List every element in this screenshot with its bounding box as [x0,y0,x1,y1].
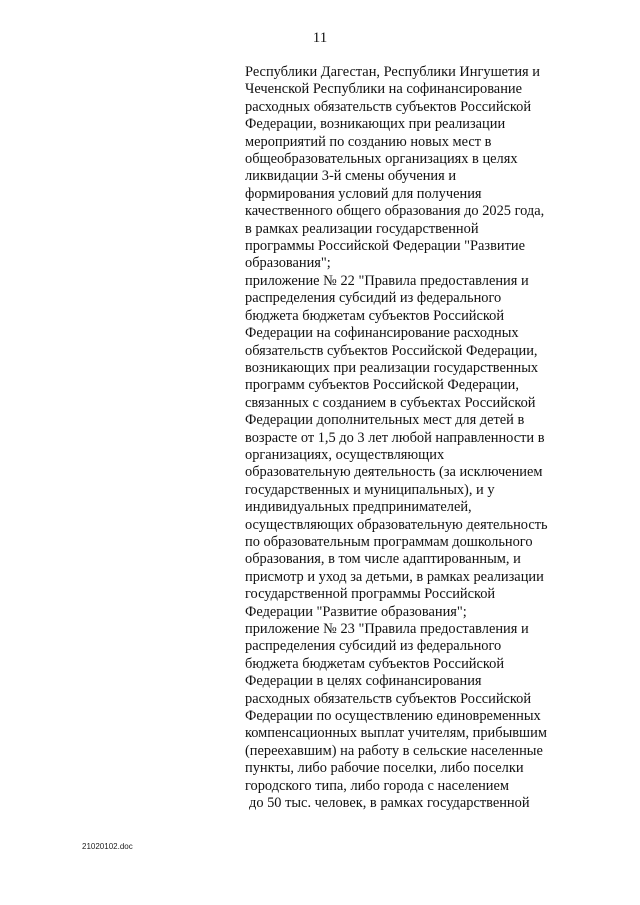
text-line: компенсационных выплат учителям, прибывшим [245,725,547,742]
text-line: (переехавшим) на работу в сельские населенные [245,742,543,759]
text-line: организациях, осуществляющих [245,446,445,463]
text-line: обязательств субъектов Российской Федерации, [245,342,538,359]
text-line: Федерации дополнительных мест для детей в [245,412,525,429]
text-line: распределения субсидий из федерального [245,638,502,655]
text-line: Чеченской Республики на софинансирование [245,81,522,98]
text-line: Республики Дагестан, Республики Ингушетия и [245,64,540,80]
text-line: бюджета бюджетам субъектов Российской [245,307,505,324]
text-line: государственных и муниципальных), и у [245,481,495,498]
text-line: распределения субсидий из федерального [245,290,502,307]
text-line: осуществляющих образовательную деятельность [245,516,548,533]
text-line: программ субъектов Российской Федерации, [245,377,519,394]
text-line: бюджета бюджетам субъектов Российской [245,655,505,672]
page-number: 11 [312,30,328,46]
text-line: по образовательным программам дошкольного [245,533,533,550]
text-line: возрасте от 1,5 до 3 лет любой направленности в [245,429,545,446]
text-line: возникающих при реализации государственных [245,359,539,376]
footer-filename: 21020102.doc [82,842,133,851]
body-text [245,64,575,812]
text-line: программы Российской Федерации "Развитие [245,238,525,255]
text-line: городского типа, либо города с населением [245,777,509,794]
text-line: индивидуальных предпринимателей, [245,499,472,516]
text-line: пункты, либо рабочие поселки, либо поселки [245,760,524,777]
text-line: общеобразовательных организациях в целях [245,151,518,168]
text-line: государственной программы Российской [245,586,496,603]
text-line: Федерации по осуществлению единовременных [245,708,541,725]
text-line: формирования условий для получения [245,185,482,202]
text-line: образования, в том числе адаптированным, и [245,551,521,568]
text-line: Федерации "Развитие образования"; [245,603,467,620]
text-line: мероприятий по созданию новых мест в [245,133,492,150]
text-line: приложение № 23 "Правила предоставления и [245,621,529,637]
text-line: расходных обязательств субъектов Российской [245,98,532,115]
text-line: образовательную деятельность (за исключением [245,464,543,481]
text-line: ликвидации 3-й смены обучения и [245,168,457,185]
text-line: Федерации в целях софинансирования [245,673,482,690]
text-line: Федерации, возникающих при реализации [245,116,506,133]
text-line: образования"; [245,255,331,272]
text-line: Федерации на софинансирование расходных [245,325,519,342]
text-line: в рамках реализации государственной [245,220,479,237]
text-line: присмотр и уход за детьми, в рамках реализации [245,568,544,585]
text-line: расходных обязательств субъектов Российской [245,690,532,707]
text-line: качественного общего образования до 2025 года, [245,203,545,220]
text-line: связанных с созданием в субъектах Российской [245,394,536,411]
text-line: до 50 тыс. человек, в рамках государственной [249,795,530,812]
text-line: приложение № 22 "Правила предоставления и [245,272,529,289]
